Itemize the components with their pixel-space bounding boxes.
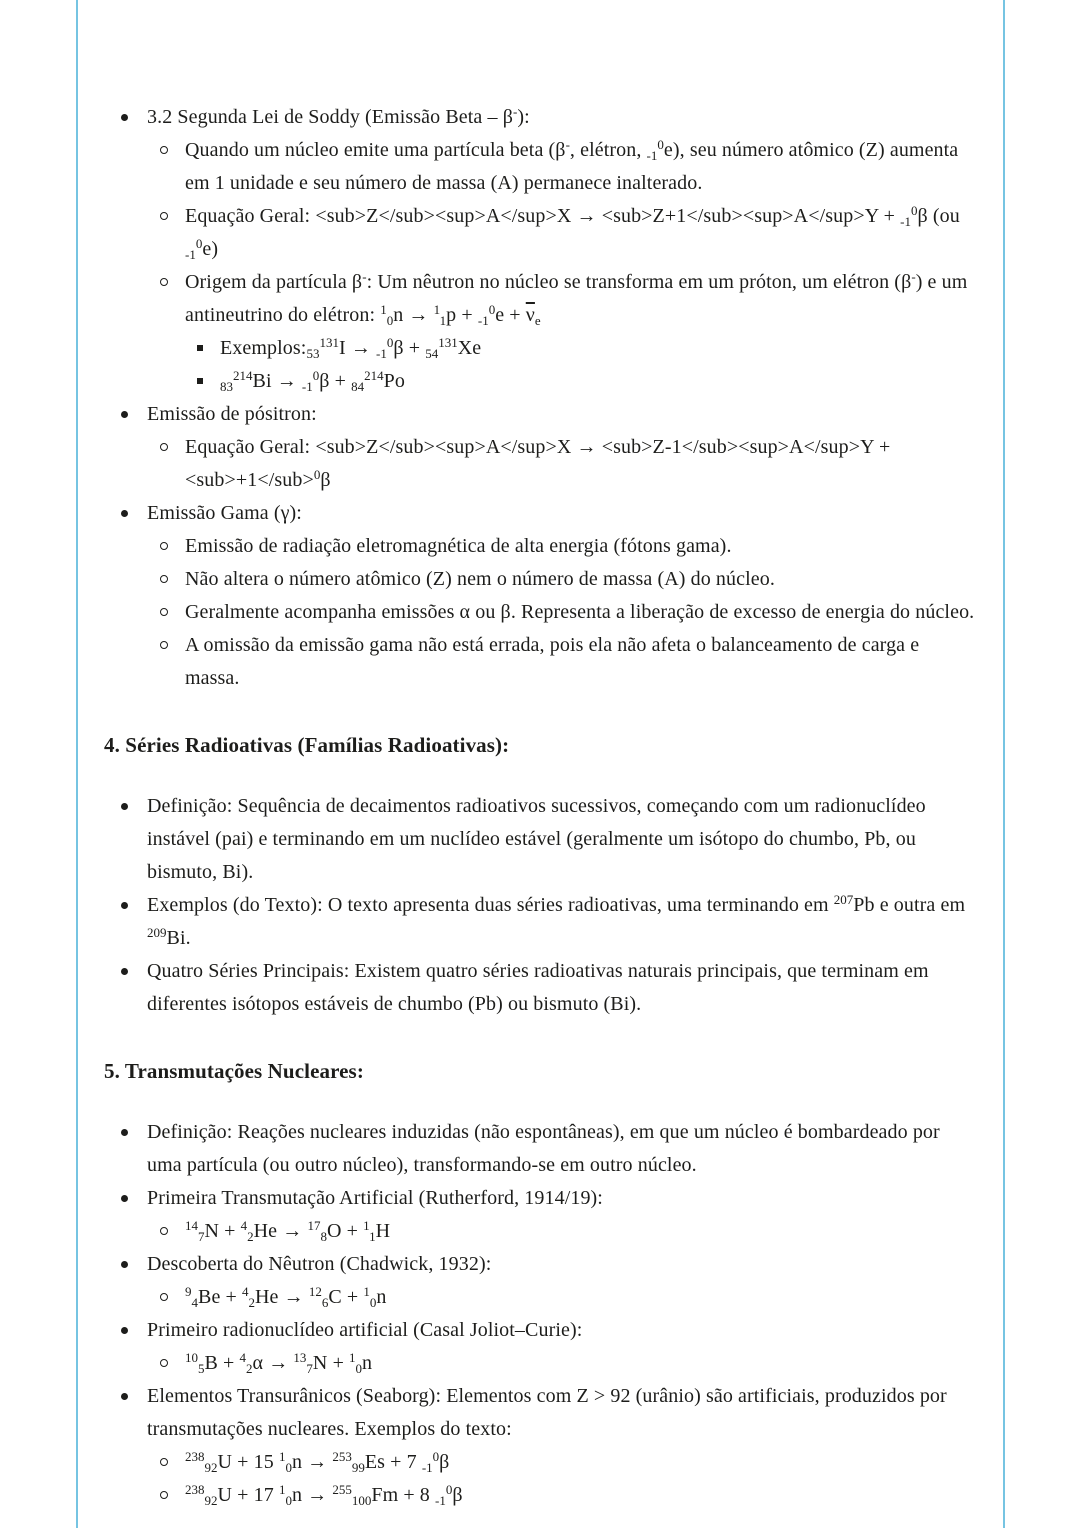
list-item: [76, 1182, 975, 1215]
list-item-text: Exemplos (do Texto): O texto apresenta duas séries radioativas, uma terminando em $^{207}$Pb e outra em $^{209}$Bi.: [147, 892, 966, 949]
list-item-text: Geralmente acompanha emissões α ou β. Representa a liberação de excesso de energia do núcleo.: [185, 601, 975, 623]
bullet-list: [76, 790, 975, 1021]
list-item-text: $^{10}_5$B + $^4_2$α → $^{13}_7$N + $^1_0$n: [185, 1350, 373, 1376]
circle-bullet-icon: [160, 443, 168, 451]
square-bullet-icon: [197, 345, 203, 351]
list-item: [76, 101, 975, 134]
page-border-right: [1003, 0, 1005, 1528]
list-item: [76, 398, 975, 431]
list-item-text: Primeiro radionuclídeo artificial (Casal Joliot–Curie):: [147, 1319, 583, 1341]
list-item: [76, 497, 975, 530]
list-item-text: Origem da partícula β-: Um nêutron no núcleo se transforma em um próton, um elétron (β-) e um antineutrino do elétron: $^1_0n \to ^1_1p + _{-1}^0e + \overline{\nu}_e$: [185, 269, 968, 328]
list-item-text: Equação Geral: <sub>Z</sub><sup>A</sup>X → <sub>Z-1</sub><sup>A</sup>Y + <sub>+1</sub>$^0$β: [185, 436, 891, 491]
list-item-text: Quando um núcleo emite uma partícula beta (β-, elétron, $_{-1}^0$e), seu número atômico (Z) aumenta em 1 unidade e seu número de massa (A) permanece inalterado.: [185, 137, 959, 194]
circle-bullet-icon: [160, 1491, 168, 1499]
list-item: [76, 134, 975, 200]
list-item: [76, 629, 975, 695]
list-item-text: $_{83}^{214}$Bi → $_{-1}^0$β + $_{84}^{214}$Po: [220, 368, 405, 394]
list-item: [76, 1347, 975, 1380]
list-item-text: Equação Geral: <sub>Z</sub><sup>A</sup>X → <sub>Z+1</sub><sup>A</sup>Y + $_{-1}^0$β (ou $_{-1}^0$e): [185, 203, 960, 262]
list-item: [76, 955, 975, 1021]
list-item: [76, 1281, 975, 1314]
disc-bullet-icon: [121, 510, 128, 517]
disc-bullet-icon: [121, 1393, 128, 1400]
bullet-list: [76, 1116, 975, 1512]
list-item: [76, 1248, 975, 1281]
list-item-text: Definição: Reações nucleares induzidas (não espontâneas), em que um núcleo é bombardeado por uma partícula (ou outro núcleo), transformando-se em outro núcleo.: [147, 1121, 940, 1176]
list-item: [76, 563, 975, 596]
list-item: [76, 1215, 975, 1248]
disc-bullet-icon: [121, 411, 128, 418]
section-heading: 4. Séries Radioativas (Famílias Radioativas):: [104, 733, 510, 757]
list-item-text: Não altera o número atômico (Z) nem o número de massa (A) do núcleo.: [185, 568, 775, 590]
disc-bullet-icon: [121, 1261, 128, 1268]
circle-bullet-icon: [160, 1458, 168, 1466]
disc-bullet-icon: [121, 1195, 128, 1202]
list-item: [76, 530, 975, 563]
circle-bullet-icon: [160, 575, 168, 583]
disc-bullet-icon: [121, 1129, 128, 1136]
disc-bullet-icon: [121, 803, 128, 810]
document-content: [76, 101, 975, 1512]
list-item-text: Quatro Séries Principais: Existem quatro séries radioativas naturais principais, que terminam em diferentes isótopos estáveis de chumbo (Pb) ou bismuto (Bi).: [147, 960, 929, 1015]
circle-bullet-icon: [160, 278, 168, 286]
circle-bullet-icon: [160, 212, 168, 220]
list-item: [76, 1380, 975, 1446]
list-item: [76, 365, 975, 398]
list-item-text: Primeira Transmutação Artificial (Rutherford, 1914/19):: [147, 1187, 603, 1209]
circle-bullet-icon: [160, 641, 168, 649]
list-item: [76, 1116, 975, 1182]
bullet-list: [76, 101, 975, 695]
list-item-text: A omissão da emissão gama não está errada, pois ela não afeta o balanceamento de carga e massa.: [185, 634, 920, 689]
list-item: [76, 889, 975, 955]
list-item: [76, 1479, 975, 1512]
list-item-text: Emissão de pósitron:: [147, 403, 317, 425]
list-item-text: $^{14}_7$N + $^4_2$He → $^{17}_8$O + $^1_1$H: [185, 1218, 391, 1244]
list-item: [76, 790, 975, 889]
section-heading: 5. Transmutações Nucleares:: [104, 1059, 364, 1083]
list-item-text: Emissão Gama (γ):: [147, 502, 302, 524]
list-item-text: Descoberta do Nêutron (Chadwick, 1932):: [147, 1253, 492, 1275]
list-item-text: Elementos Transurânicos (Seaborg): Elementos com Z > 92 (urânio) são artificiais, produzidos por transmutações nucleares. Exemplos do texto:: [147, 1385, 947, 1440]
list-item-text: 3.2 Segunda Lei de Soddy (Emissão Beta – β-):: [147, 104, 530, 128]
list-item-text: $Exemplos:_{53}^{131}I \to _{-1}^0\beta + _{54}^{131}Xe$: [220, 335, 482, 361]
disc-bullet-icon: [121, 968, 128, 975]
circle-bullet-icon: [160, 1293, 168, 1301]
list-item: [76, 596, 975, 629]
list-item-text: Emissão de radiação eletromagnética de alta energia (fótons gama).: [185, 535, 732, 557]
list-item: [76, 266, 975, 332]
circle-bullet-icon: [160, 542, 168, 550]
list-item: [76, 431, 975, 497]
list-item-text: $^{238}_{92}$U + 15 $^1_0$n → $^{253}_{99}$Es + 7 $_{-1}^0$β: [185, 1449, 450, 1475]
circle-bullet-icon: [160, 1359, 168, 1367]
list-item-text: Definição: Sequência de decaimentos radioativos sucessivos, começando com um radionuclídeo instável (pai) e terminando em um nuclídeo estável (geralmente um isótopo do chumbo, Pb, ou bismuto, Bi).: [147, 795, 926, 883]
list-item-text: $^{238}_{92}$U + 17 $^1_0$n → $^{255}_{100}$Fm + 8 $_{-1}^0$β: [185, 1482, 463, 1508]
disc-bullet-icon: [121, 902, 128, 909]
list-item: [76, 1446, 975, 1479]
circle-bullet-icon: [160, 1227, 168, 1235]
disc-bullet-icon: [121, 1327, 128, 1334]
list-item-text: $^9_4$Be + $^4_2$He → $^{12}_6$C + $^1_0$n: [185, 1284, 387, 1310]
list-item: [76, 200, 975, 266]
list-item: [76, 1314, 975, 1347]
circle-bullet-icon: [160, 146, 168, 154]
circle-bullet-icon: [160, 608, 168, 616]
disc-bullet-icon: [121, 114, 128, 121]
square-bullet-icon: [197, 378, 203, 384]
list-item: [76, 332, 975, 365]
